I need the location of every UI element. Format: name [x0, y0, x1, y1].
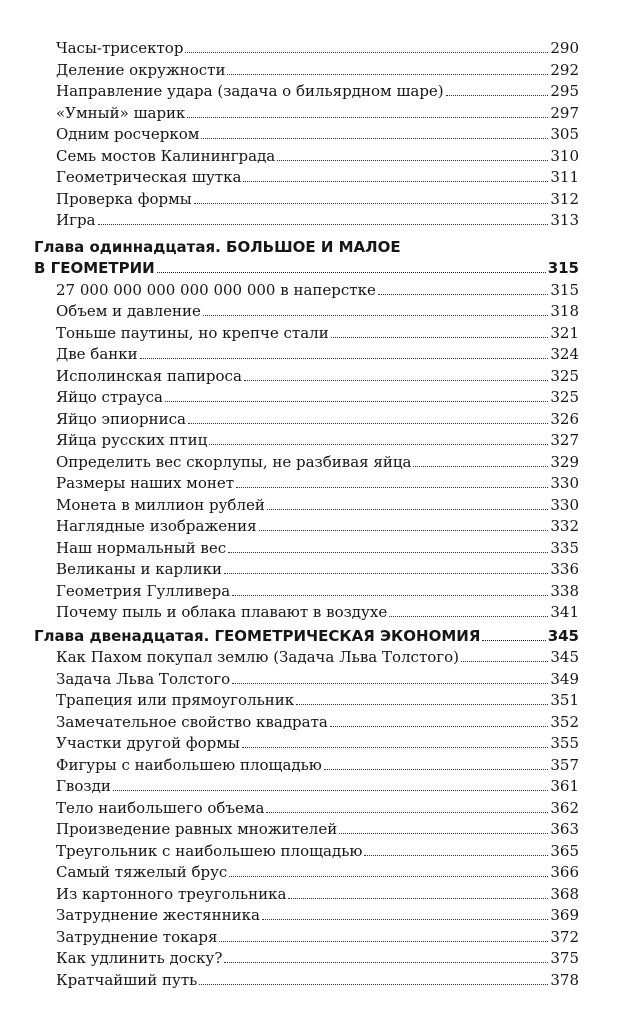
toc-entry: Яйцо эпиорниса 326	[56, 409, 579, 428]
dot-leader	[364, 855, 548, 856]
toc-entry: Тоньше паутины, но крепче стали 321	[56, 323, 579, 342]
dot-leader	[296, 704, 548, 705]
dot-leader	[232, 595, 548, 596]
toc-entry: Определить вес скорлупы, не разбивая яйца 329	[56, 452, 579, 471]
toc-section-c	[34, 647, 579, 991]
toc-entry: Геометрия Гулливера 338	[56, 581, 579, 600]
dot-leader	[227, 74, 548, 75]
dot-leader	[461, 661, 548, 662]
toc-section-a	[34, 38, 579, 232]
dot-leader	[229, 876, 548, 877]
toc-entry: Гвозди 361	[56, 777, 579, 795]
toc-entry: Трапеция или прямоугольник 351	[56, 691, 579, 709]
dot-leader	[201, 138, 548, 139]
toc-entry: Треугольник с наибольшею площадью 365	[56, 841, 579, 860]
dot-leader	[224, 962, 548, 963]
dot-leader	[224, 573, 548, 574]
toc-entry: Направление удара (задача о бильярдном шаре) 295	[56, 82, 579, 100]
toc-entry: Затруднение жестянника 369	[56, 906, 579, 924]
dot-leader	[482, 640, 545, 641]
dot-leader	[228, 552, 548, 553]
dot-leader	[389, 616, 548, 617]
dot-leader	[199, 984, 548, 985]
toc-entry: Объем и давление 318	[56, 302, 579, 320]
dot-leader	[203, 315, 549, 316]
toc-entry: Фигуры с наибольшею площадью 357	[56, 755, 579, 774]
dot-leader	[242, 747, 549, 748]
dot-leader	[236, 487, 548, 488]
dot-leader	[324, 769, 548, 770]
dot-leader	[266, 812, 548, 813]
dot-leader	[232, 683, 548, 684]
dot-leader	[244, 380, 548, 381]
toc-entry: Кратчайший путь 378	[56, 970, 579, 989]
dot-leader	[157, 272, 546, 273]
dot-leader	[219, 941, 548, 942]
dot-leader	[413, 466, 548, 467]
dot-leader	[188, 423, 548, 424]
toc-entry: Как Пахом покупал землю (Задача Льва Толстого) 345	[56, 648, 579, 666]
dot-leader	[187, 117, 548, 118]
toc-entry: Затруднение токаря 372	[56, 927, 579, 946]
toc-entry: Наш нормальный вес 335	[56, 538, 579, 557]
toc-entry: Игра 313	[56, 211, 579, 229]
toc-entry: Участки другой формы 355	[56, 734, 579, 752]
toc-entry: Исполинская папироса 325	[56, 366, 579, 385]
table-of-contents	[34, 38, 579, 991]
toc-entry: Как удлинить доску? 375	[56, 949, 579, 967]
toc-entry: Проверка формы 312	[56, 189, 579, 208]
toc-entry: Тело наибольшего объема 362	[56, 798, 579, 817]
toc-entry: Замечательное свойство квадрата 352	[56, 712, 579, 731]
chapter-12-heading: Глава двенадцатая. ГЕОМЕТРИЧЕСКАЯ ЭКОНОМИЯ 345	[34, 626, 579, 645]
toc-entry: Часы-трисектор 290	[56, 39, 579, 57]
toc-entry: «Умный» шарик 297	[56, 103, 579, 122]
dot-leader	[113, 790, 549, 791]
dot-leader	[262, 919, 548, 920]
toc-entry: Две банки 324	[56, 345, 579, 363]
dot-leader	[267, 509, 548, 510]
dot-leader	[165, 401, 548, 402]
toc-entry: Наглядные изображения 332	[56, 517, 579, 535]
toc-entry: Яйца русских птиц 327	[56, 431, 579, 449]
toc-entry: Яйцо страуса 325	[56, 388, 579, 406]
toc-entry: Одним росчерком 305	[56, 125, 579, 143]
toc-entry: Почему пыль и облака плавают в воздухе 341	[56, 603, 579, 621]
dot-leader	[288, 898, 548, 899]
toc-entry: Самый тяжелый брус 366	[56, 863, 579, 881]
toc-entry: Великаны и карлики 336	[56, 560, 579, 578]
dot-leader	[330, 726, 549, 727]
toc-entry: Из картонного треугольника 368	[56, 884, 579, 903]
dot-leader	[339, 833, 548, 834]
dot-leader	[331, 337, 549, 338]
toc-entry: Задача Льва Толстого 349	[56, 669, 579, 688]
dot-leader	[446, 95, 549, 96]
toc-entry: Произведение равных множителей 363	[56, 820, 579, 838]
toc-section-b	[34, 280, 579, 624]
chapter-11-heading: Глава одиннадцатая. БОЛЬШОЕ И МАЛОЕ	[34, 237, 401, 256]
dot-leader	[98, 224, 549, 225]
toc-entry: Семь мостов Калининграда 310	[56, 146, 579, 165]
toc-entry: 27 000 000 000 000 000 000 в наперстке 315	[56, 280, 579, 299]
dot-leader	[243, 181, 548, 182]
dot-leader	[194, 203, 549, 204]
dot-leader	[259, 530, 549, 531]
toc-entry: Размеры наших монет 330	[56, 474, 579, 492]
dot-leader	[185, 52, 548, 53]
dot-leader	[378, 294, 549, 295]
dot-leader	[277, 160, 548, 161]
toc-entry: Геометрическая шутка 311	[56, 168, 579, 186]
dot-leader	[209, 444, 548, 445]
toc-entry: Деление окружности 292	[56, 60, 579, 79]
chapter-11-heading-cont: В ГЕОМЕТРИИ 315	[34, 259, 579, 277]
toc-entry: Монета в миллион рублей 330	[56, 495, 579, 514]
dot-leader	[140, 358, 549, 359]
